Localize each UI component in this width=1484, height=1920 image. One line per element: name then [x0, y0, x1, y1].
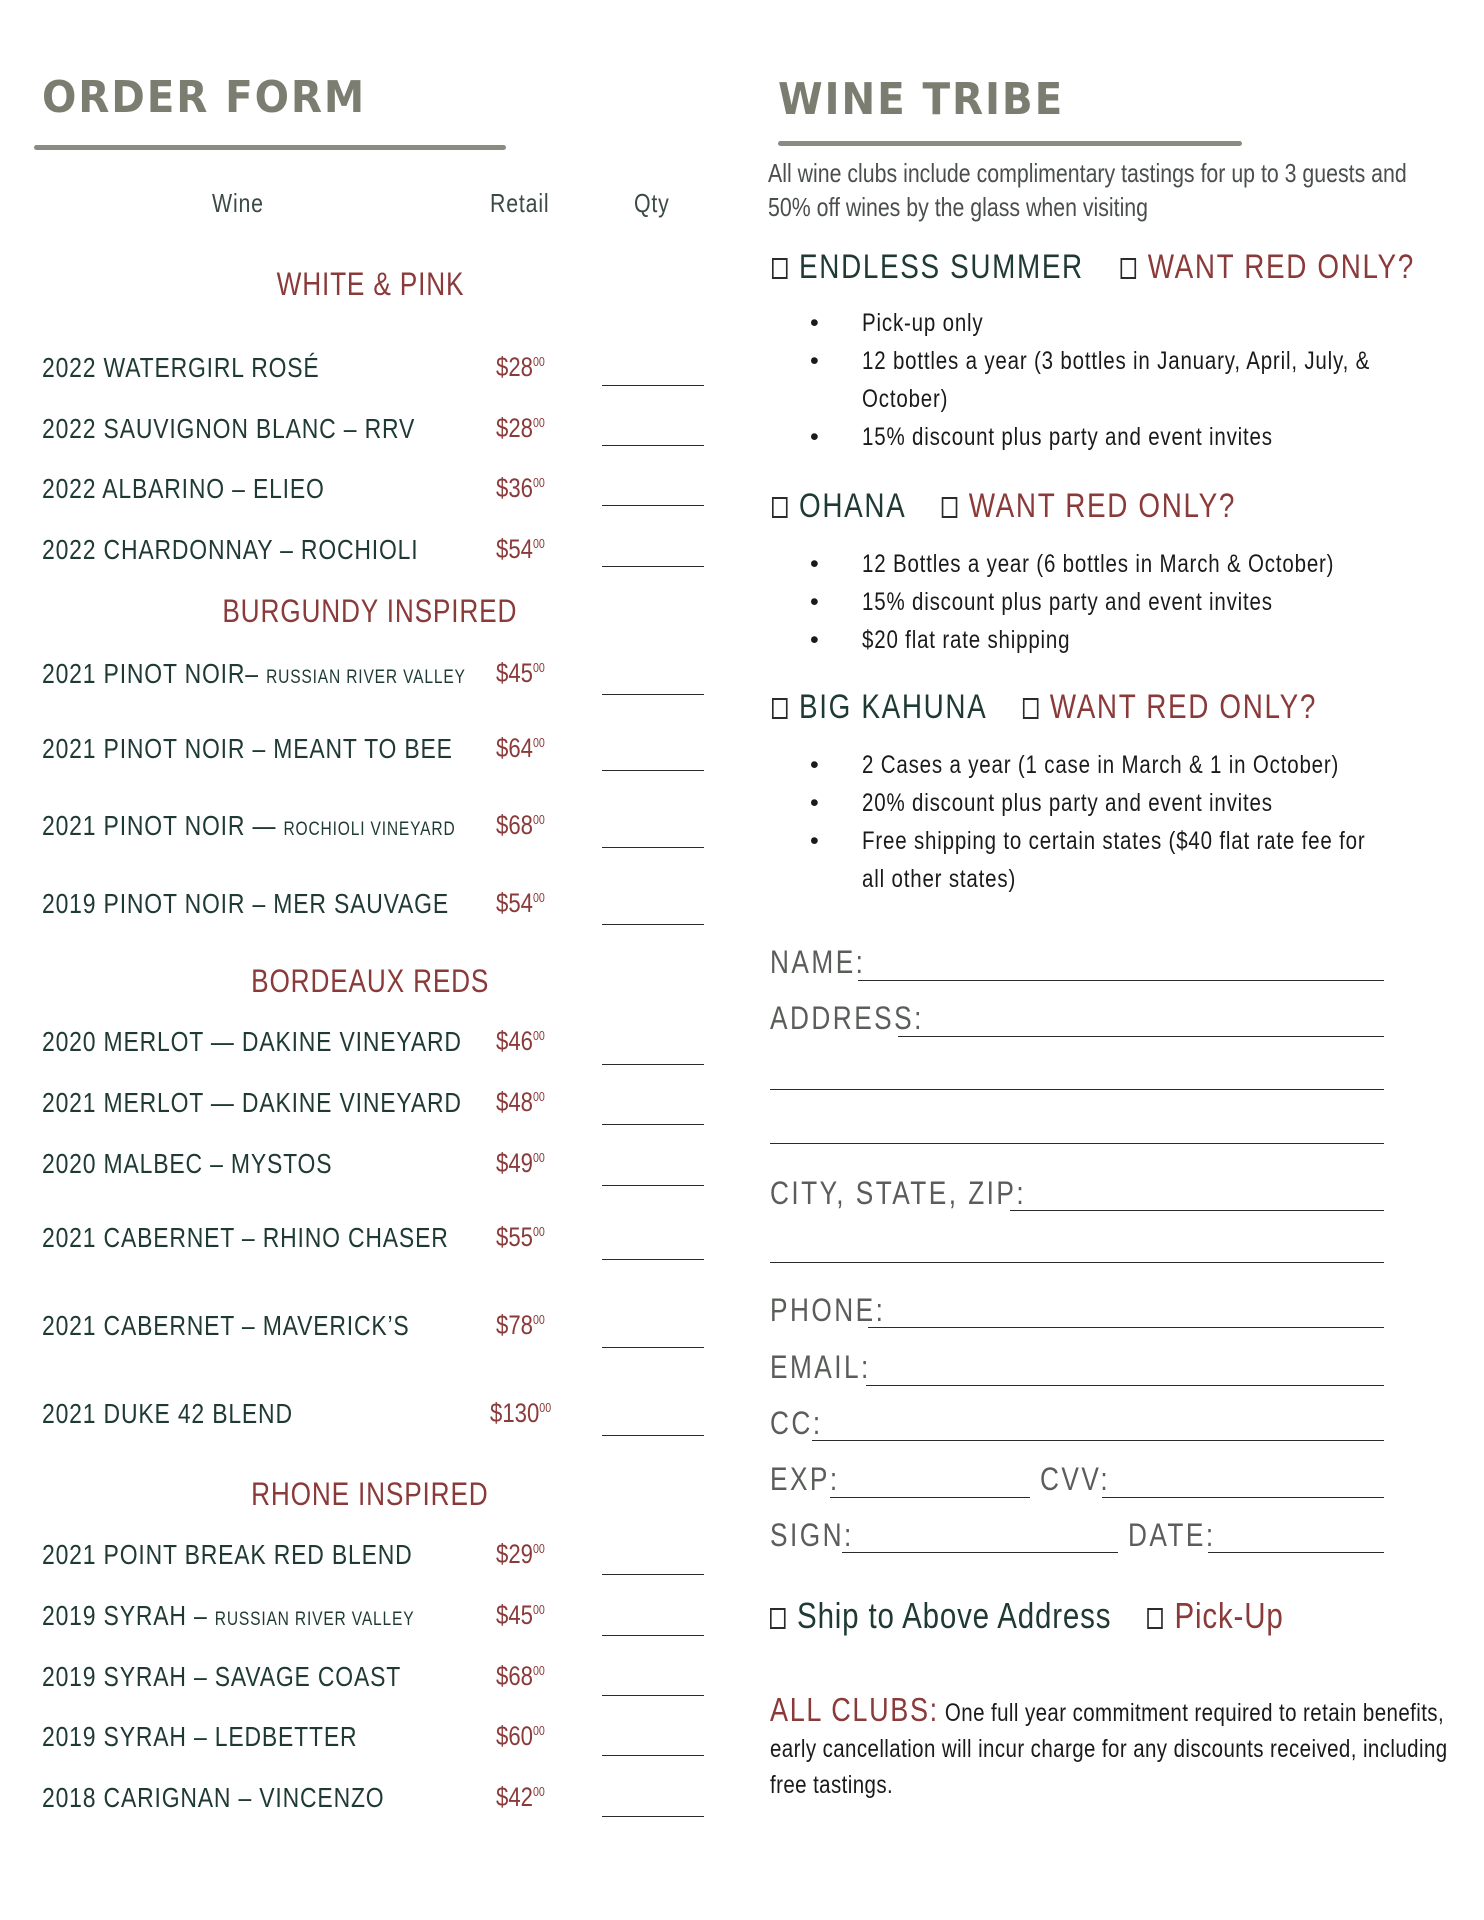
- wine-price: $\$68^{00}$: [496, 1661, 545, 1691]
- wine-name: 2019 SYRAH – RUSSIAN RIVER VALLEY: [42, 1600, 415, 1631]
- wine-price: $\$28^{00}$: [496, 413, 545, 443]
- list-item: • 12 Bottles a year (6 bottles in March & October): [806, 545, 1438, 583]
- signature-field[interactable]: [842, 1552, 1118, 1553]
- qty-field[interactable]: [602, 1185, 704, 1186]
- wine-price: $\$60^{00}$: [496, 1721, 545, 1751]
- cvv-field[interactable]: [1102, 1497, 1384, 1498]
- list-item: • Free shipping to certain states ($40 flat rate fee for all other states): [806, 822, 1482, 898]
- club-endless-summer: ENDLESS SUMMER WANT RED ONLY?: [772, 248, 1484, 287]
- wine-name: 2021 PINOT NOIR– RUSSIAN RIVER VALLEY: [42, 658, 466, 689]
- club-ohana-benefits: [806, 545, 1438, 659]
- wine-price: $\$48^{00}$: [496, 1087, 545, 1117]
- list-item: • 15% discount plus party and event invites: [806, 418, 1482, 456]
- wine-name: 2018 CARIGNAN – VINCENZO: [42, 1782, 385, 1813]
- wine-name: 2020 MERLOT — DAKINE VINEYARD: [42, 1026, 462, 1057]
- order-form-title-rule: [34, 145, 506, 150]
- checkbox-ohana[interactable]: [772, 497, 788, 518]
- checkbox-ship-to-address[interactable]: [770, 1608, 786, 1629]
- wine-tribe-title-rule: [778, 141, 1242, 146]
- exp-field[interactable]: [830, 1497, 1030, 1498]
- qty-field[interactable]: [602, 770, 704, 771]
- section-heading-white-pink: WHITE & PINK: [276, 266, 464, 302]
- wine-price: $\$54^{00}$: [496, 888, 545, 918]
- wine-price: $\$78^{00}$: [496, 1310, 545, 1340]
- column-header-retail: Retail: [490, 188, 550, 218]
- qty-field[interactable]: [602, 1695, 704, 1696]
- checkbox-endless-summer[interactable]: [772, 258, 788, 279]
- qty-field[interactable]: [602, 694, 704, 695]
- wine-name: 2022 ALBARINO – ELIEO: [42, 473, 325, 504]
- section-heading-rhone-inspired: RHONE INSPIRED: [251, 1476, 489, 1512]
- list-item: • Pick-up only: [806, 304, 1482, 342]
- city-state-zip-field[interactable]: [1010, 1210, 1384, 1211]
- wine-name: 2021 POINT BREAK RED BLEND: [42, 1539, 413, 1570]
- exp-label: EXP:: [770, 1461, 840, 1497]
- club-ohana: OHANA WANT RED ONLY?: [772, 487, 1338, 526]
- address-label: ADDRESS:: [770, 1000, 924, 1036]
- wine-price: $\$64^{00}$: [496, 733, 545, 763]
- phone-label: PHONE:: [770, 1292, 886, 1328]
- wine-name: 2019 SYRAH – SAVAGE COAST: [42, 1661, 402, 1692]
- qty-field[interactable]: [602, 1635, 704, 1636]
- wine-price: $\$130^{00}$: [490, 1398, 552, 1428]
- wine-price: $\$46^{00}$: [496, 1026, 545, 1056]
- list-item: • 15% discount plus party and event invites: [806, 583, 1438, 621]
- date-label: DATE:: [1128, 1517, 1216, 1553]
- qty-field[interactable]: [602, 847, 704, 848]
- qty-field[interactable]: [602, 1435, 704, 1436]
- wine-name: 2021 MERLOT — DAKINE VINEYARD: [42, 1087, 462, 1118]
- wine-name: 2021 PINOT NOIR — ROCHIOLI VINEYARD: [42, 810, 456, 841]
- wine-name: 2022 SAUVIGNON BLANC – RRV: [42, 413, 416, 444]
- city-state-zip-field-line-2[interactable]: [770, 1262, 1384, 1263]
- wine-price: $\$45^{00}$: [496, 658, 545, 688]
- qty-field[interactable]: [602, 1816, 704, 1817]
- name-field[interactable]: [858, 980, 1384, 981]
- cc-field[interactable]: [812, 1440, 1384, 1441]
- wine-name: 2021 CABERNET – MAVERICK’S: [42, 1310, 410, 1341]
- wine-name: 2022 CHARDONNAY – ROCHIOLI: [42, 534, 419, 565]
- address-field-line-2[interactable]: [770, 1089, 1384, 1090]
- cc-label: CC:: [770, 1405, 823, 1441]
- list-item: • $20 flat rate shipping: [806, 621, 1438, 659]
- wine-price: $\$29^{00}$: [496, 1539, 545, 1569]
- club-big-kahuna: BIG KAHUNA WANT RED ONLY?: [772, 688, 1437, 727]
- qty-field[interactable]: [602, 566, 704, 567]
- qty-field[interactable]: [602, 505, 704, 506]
- email-field[interactable]: [866, 1385, 1384, 1386]
- address-field-line-3[interactable]: [770, 1143, 1384, 1144]
- list-item: • 2 Cases a year (1 case in March & 1 in October): [806, 746, 1482, 784]
- city-state-zip-label: CITY, STATE, ZIP:: [770, 1175, 1027, 1211]
- qty-field[interactable]: [602, 445, 704, 446]
- qty-field[interactable]: [602, 1574, 704, 1575]
- qty-field[interactable]: [602, 1347, 704, 1348]
- checkbox-ohana-red-only[interactable]: [942, 497, 958, 518]
- wine-name: 2019 SYRAH – LEDBETTER: [42, 1721, 358, 1752]
- qty-field[interactable]: [602, 1755, 704, 1756]
- wine-price: $\$68^{00}$: [496, 810, 545, 840]
- email-label: EMAIL:: [770, 1349, 871, 1385]
- address-field[interactable]: [898, 1036, 1384, 1037]
- wine-name: 2021 DUKE 42 BLEND: [42, 1398, 293, 1429]
- wine-price: $\$45^{00}$: [496, 1600, 545, 1630]
- club-intro-text: All wine clubs include complimentary tastings for up to 3 guests and 50% off wines by the glass when visiting: [768, 158, 1407, 222]
- wine-name: 2019 PINOT NOIR – MER SAUVAGE: [42, 888, 450, 919]
- wine-name: 2021 CABERNET – RHINO CHASER: [42, 1222, 449, 1253]
- list-item: • 12 bottles a year (3 bottles in January, April, July, & October): [806, 342, 1482, 418]
- qty-field[interactable]: [602, 1064, 704, 1065]
- shipping-options: Ship to Above Address Pick-Up: [770, 1595, 1396, 1637]
- order-form-title: ORDER FORM: [42, 72, 367, 123]
- qty-field[interactable]: [602, 385, 704, 386]
- wine-name: 2020 MALBEC – MYSTOS: [42, 1148, 333, 1179]
- phone-field[interactable]: [868, 1327, 1384, 1328]
- column-header-qty: Qty: [634, 188, 670, 218]
- wine-price: $\$55^{00}$: [496, 1222, 545, 1252]
- date-field[interactable]: [1208, 1552, 1384, 1553]
- club-endless-summer-benefits: [806, 304, 1482, 456]
- wine-price: $\$49^{00}$: [496, 1148, 545, 1178]
- section-heading-bordeaux-reds: BORDEAUX REDS: [250, 963, 490, 999]
- cvv-label: CVV:: [1040, 1461, 1111, 1497]
- wine-price: $\$28^{00}$: [496, 352, 545, 382]
- wine-name: 2021 PINOT NOIR – MEANT TO BEE: [42, 733, 453, 764]
- wine-price: $\$54^{00}$: [496, 534, 545, 564]
- name-label: NAME:: [770, 944, 866, 980]
- section-heading-burgundy-inspired: BURGUNDY INSPIRED: [222, 593, 518, 629]
- wine-price: $\$42^{00}$: [496, 1782, 545, 1812]
- wine-price: $\$36^{00}$: [496, 473, 545, 503]
- wine-name: 2022 WATERGIRL ROSÉ: [42, 352, 320, 383]
- all-clubs-note: ALL CLUBS: One full year commitment required to retain benefits, early cancellation will incur charge for any discounts received, including free tastings.: [770, 1691, 1448, 1799]
- checkbox-big-kahuna-red-only[interactable]: [1023, 698, 1039, 719]
- club-big-kahuna-benefits: [806, 746, 1482, 898]
- qty-field[interactable]: [602, 1124, 704, 1125]
- qty-field[interactable]: [602, 924, 704, 925]
- wine-tribe-title: WINE TRIBE: [778, 74, 1065, 125]
- column-header-wine: Wine: [212, 188, 264, 218]
- checkbox-endless-summer-red-only[interactable]: [1121, 258, 1137, 279]
- qty-field[interactable]: [602, 1259, 704, 1260]
- sign-label: SIGN:: [770, 1517, 854, 1553]
- checkbox-pick-up[interactable]: [1147, 1608, 1163, 1629]
- checkbox-big-kahuna[interactable]: [772, 698, 788, 719]
- list-item: • 20% discount plus party and event invites: [806, 784, 1482, 822]
